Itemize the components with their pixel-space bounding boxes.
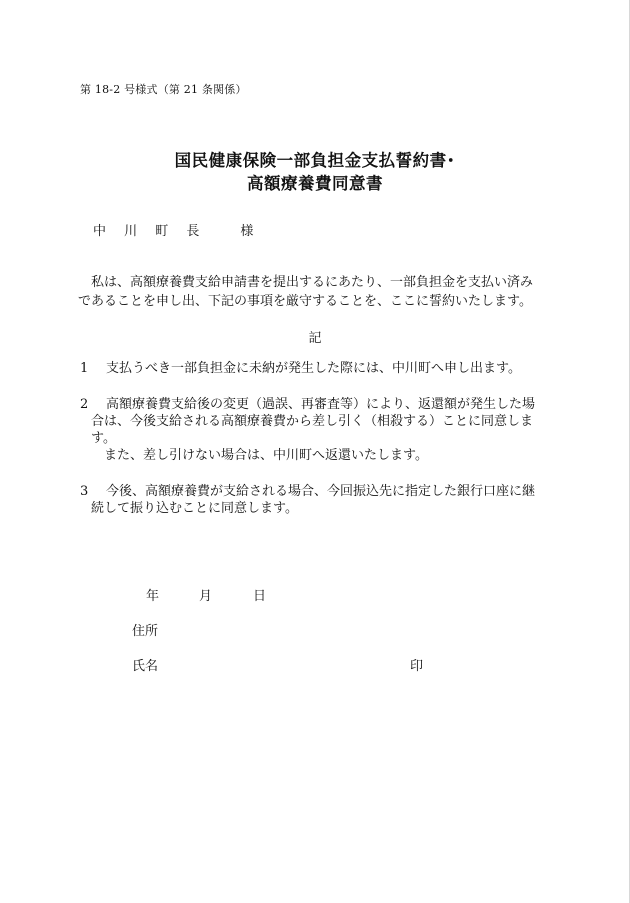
item-line: 支払うべき一部負担金に未納が発生した際には、中川町へ申し出ます。: [106, 361, 521, 376]
form-number: 第 18-2 号様式（第 21 条関係）: [80, 83, 247, 96]
list-item: [78, 396, 556, 464]
item-number: 3: [80, 484, 89, 499]
item-number: 1: [80, 361, 89, 376]
item-line: 高額療養費支給後の変更（過誤、再審査等）により、返還額が発生した場: [106, 397, 536, 412]
address-label: 住所: [132, 624, 159, 639]
intro-line-1: 私は、高額療養費支給申請書を提出するにあたり、一部負担金を支払い済み: [91, 275, 534, 290]
seal-label: 印: [410, 659, 424, 674]
item-number: 2: [80, 397, 89, 412]
document-title-line2: 高額療養費同意書: [247, 174, 383, 193]
ki-heading: 記: [308, 331, 322, 346]
item-line: 今後、高額療養費が支給される場合、今回振込先に指定した銀行口座に継: [106, 484, 536, 499]
date-month-label: 月: [199, 589, 213, 604]
intro-line-2: であることを申し出、下記の事項を厳守することを、ここに誓約いたします。: [78, 294, 532, 309]
intro-paragraph: [78, 273, 556, 311]
item-line: また、差し引けない場合は、中川町へ返還いたします。: [104, 448, 428, 463]
list-item: [78, 360, 556, 377]
item-line: す。: [91, 431, 116, 446]
addressee: [93, 220, 260, 239]
list-item: [78, 483, 556, 517]
item-line: 合は、今後支給される高額療養費から差し引く（相殺する）ことに同意しま: [91, 414, 534, 429]
document-title-line1: 国民健康保険一部負担金支払誓約書･: [174, 151, 456, 170]
name-label: 氏名: [132, 659, 159, 674]
addressee-honorific: 様: [240, 224, 261, 239]
addressee-name: 中 川 町 長: [93, 224, 207, 239]
date-day-label: 日: [253, 589, 267, 604]
date-year-label: 年: [146, 589, 160, 604]
item-line: 続して振り込むことに同意します。: [91, 501, 298, 516]
